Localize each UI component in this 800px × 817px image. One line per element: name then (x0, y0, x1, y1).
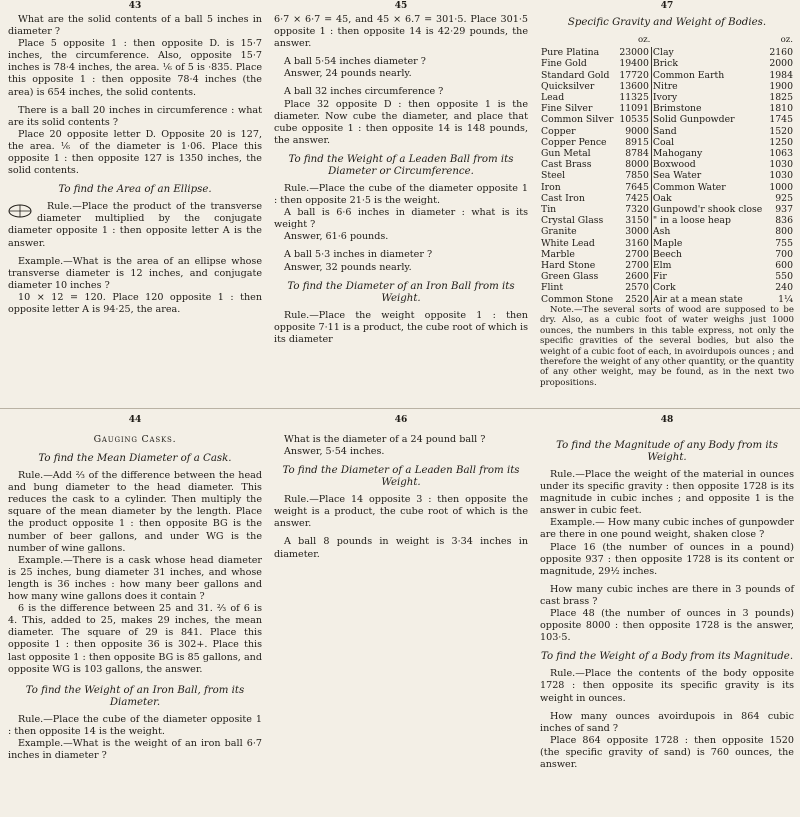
table-row (540, 148, 794, 159)
table-row (540, 294, 794, 305)
material-name: Pure Platina (541, 47, 600, 59)
material-name: Mahogany (652, 148, 703, 160)
gravity-value: 1030 (769, 159, 793, 171)
material-name: Ivory (652, 92, 678, 104)
page-number: 47 (660, 1, 674, 11)
material-name: Gun Metal (541, 148, 591, 160)
material-name: Sand (652, 125, 677, 137)
gravity-value: 1030 (769, 170, 793, 182)
gravity-value: 7645 (617, 182, 651, 193)
answer-text: Place 20 opposite letter D. Opposite 20 is 127, the area. ⅙ of the diameter is 1·06. Place this opposite 1 : then opposite 127 is 1350 inches, the solid contents. (8, 128, 262, 177)
material-name: Nitre (652, 80, 678, 92)
continued-text: 6·7 × 6·7 = 45, and 45 × 6.7 = 301·5. Place 301·5 opposite 1 : then opposite 14 is 42·29 pounds, the answer. (274, 14, 528, 50)
material-name: Cork (652, 282, 676, 294)
table-row (540, 226, 794, 237)
material-name: Fir (652, 271, 667, 283)
gravity-value: 925 (775, 192, 793, 204)
table-row (540, 70, 794, 81)
answer-text: 10 × 12 = 120. Place 120 opposite 1 : then opposite letter A is 94·25, the area. (8, 291, 262, 315)
material-name: Oak (652, 192, 672, 204)
question: A ball 5·54 inches diameter ? (284, 56, 426, 68)
answer-text: Place 864 opposite 1728 : then opposite 1520 (the specific gravity of sand) is 760 ounces, the answer. (540, 734, 794, 770)
section-title: Gauging Casks. (93, 434, 177, 445)
rule-text: Rule.—Place the contents of the body opposite 1728 : then opposite its specific gravity is its weight in ounces. (540, 668, 794, 704)
material-name: Copper Pence (541, 136, 607, 148)
gravity-value: 2000 (769, 58, 793, 70)
material-name: Standard Gold (541, 69, 610, 81)
answer-text: Place 32 opposite D : then opposite 1 is the diameter. Now cube the diameter, and place that cube opposite 1 : then opposite 14 is 148 pounds, the answer. (274, 98, 528, 146)
gravity-value: 7425 (617, 193, 651, 204)
page-number: 48 (660, 415, 674, 425)
table-note: Note.—The several sorts of wood are supposed to be dry. Also, as a cubic foot of water weighs just 1000 ounces, the numbers in this table express, not only the specific gravities of the several bodies, but also the weight of a cubic foot of each, in avoirdupois ounces ; and therefore the weight of any other quantity, or the quantity of any other weight, may be found, as in the next two propositions. (540, 304, 795, 388)
question: A ball is 6·6 inches in diameter : what is its weight ? (274, 207, 528, 231)
material-name: Elm (652, 260, 672, 272)
gravity-value: 1520 (769, 125, 793, 137)
table-row (540, 92, 794, 103)
question: A ball 5·3 inches in diameter ? (284, 249, 433, 261)
table-row (540, 114, 794, 125)
material-name: Air at a mean state (652, 293, 743, 305)
gravity-value: 1745 (769, 114, 793, 126)
material-name: Ash (652, 226, 671, 238)
material-name: Fine Silver (541, 103, 593, 115)
page-47 (540, 0, 794, 388)
rule-text: Rule.—Place the weight opposite 1 : then opposite 7·11 is a product, the cube root of which is its diameter (274, 309, 528, 345)
answer-text: 6 is the difference between 25 and 31. ⅔ of 6 is 4. This, added to 25, makes 29 inches, the mean diameter. The square of 29 is 841. Place this opposite 1 : then opposite 36 is 302+. Place this last opposite 1 : then opposite BG is 85 gallons, and opposite WG is 103 gallons, the answer. (8, 603, 262, 675)
gravity-value: 600 (775, 260, 793, 272)
table-row (540, 58, 794, 69)
table-row (540, 204, 794, 215)
material-name: Beech (652, 248, 682, 260)
gravity-value: 8784 (617, 148, 651, 159)
page-48 (540, 414, 794, 771)
gravity-value: 7850 (617, 170, 651, 181)
table-row (540, 182, 794, 193)
rule-text: Rule.—Place the product of the transverse diameter multiplied by the conjugate diameter opposite 1 : then opposite letter A is the answer. (8, 201, 262, 249)
gravity-value: 1250 (769, 136, 793, 148)
gravity-value: 1900 (769, 80, 793, 92)
material-name: Boxwood (652, 159, 696, 171)
page-row-divider (0, 408, 800, 409)
gravity-value: 1984 (769, 69, 793, 81)
gravity-value: 8915 (617, 137, 651, 148)
gravity-value: 13600 (617, 81, 651, 92)
material-name: Flint (541, 282, 564, 294)
table-row (540, 81, 794, 92)
question: How many cubic inches are there in 3 pounds of cast brass ? (540, 583, 794, 607)
answer-text: Answer, 32 pounds nearly. (284, 261, 412, 273)
page-number: 45 (394, 1, 408, 11)
table-row (540, 282, 794, 293)
gravity-value: 11325 (617, 92, 651, 103)
material-name: Sea Water (652, 170, 702, 182)
material-name: Copper (541, 125, 576, 137)
answer-text: Place 5 opposite 1 : then opposite D. is 15·7 inches, the circumference. Also, opposite 15·7 inches is 78·4 inches, the area. ⅙ of 5 is ·835. Place this opposite 1 : then opposite 78·4 inches (the area) is 654 inches, the solid contents. (8, 38, 262, 98)
page-44 (8, 414, 262, 762)
section-heading: To find the Diameter of a Leaden Ball from its Weight. (282, 465, 520, 489)
page-45 (274, 0, 528, 346)
rule-text: Rule.—Place the weight of the material in ounces under its specific gravity : then opposite 1728 is its magnitude in cubic inches ; and opposite 1 is the answer in cubic feet. (540, 469, 794, 517)
material-name: Common Earth (652, 69, 725, 81)
question: What is the diameter of a 24 pound ball ? (284, 434, 486, 445)
material-name: Hard Stone (541, 260, 596, 272)
gravity-value: 7320 (617, 204, 651, 215)
gravity-value: 11091 (617, 103, 651, 114)
unit-label: oz. (637, 35, 651, 45)
unit-label: oz. (780, 35, 793, 45)
answer-text: Answer, 5·54 inches. (284, 446, 385, 458)
gravity-value: 9000 (617, 126, 651, 137)
answer-text: Place 48 (the number of ounces in 3 pounds) opposite 8000 : then opposite 1728 is the answer, 103·5. (540, 608, 794, 644)
table-row (540, 271, 794, 282)
gravity-value: 23000 (617, 47, 651, 58)
section-heading: To find the Mean Diameter of a Cask. (38, 453, 232, 465)
page-43 (8, 0, 262, 316)
material-name: Crystal Glass (541, 215, 604, 227)
section-heading: To find the Area of an Ellipse. (58, 184, 212, 196)
page-number: 44 (128, 415, 142, 425)
table-title: Specific Gravity and Weight of Bodies. (567, 17, 767, 28)
material-name: Fine Gold (541, 58, 587, 70)
gravity-value: 2160 (769, 47, 793, 59)
rule-text: Rule.—Place 14 opposite 3 : then opposite the weight is a product, the cube root of which is the answer. (274, 494, 528, 530)
rule-text: Rule.—Place the cube of the diameter opposite 1 : then opposite 21·5 is the weight. (274, 182, 528, 207)
gravity-value: 10535 (617, 114, 651, 125)
gravity-value: 1825 (769, 92, 793, 104)
gravity-value: 2700 (617, 249, 651, 260)
material-name: Lead (541, 92, 565, 104)
material-name: Common Silver (541, 114, 614, 126)
section-heading: To find the Weight of a Leaden Ball from its Diameter or Circumference. (288, 153, 514, 177)
example-text: Example.—What is the weight of an iron ball 6·7 inches in diameter ? (8, 737, 262, 761)
material-name: Brimstone (652, 103, 702, 115)
gravity-value: 800 (775, 226, 793, 238)
gravity-value: 755 (775, 237, 793, 249)
gravity-value: 240 (775, 282, 793, 294)
table-row (540, 215, 794, 226)
material-name: Gunpowd'r shook close (652, 204, 763, 216)
answer-text: Place 16 (the number of ounces in a pound) opposite 937 : then opposite 1728 is its content or magnitude, 29½ inches. (540, 541, 794, 577)
gravity-value: 3000 (617, 226, 651, 237)
table-row (540, 47, 794, 58)
gravity-value: 1810 (769, 103, 793, 115)
table-row (540, 159, 794, 170)
gravity-value: 3160 (617, 238, 651, 249)
gravity-value: 2520 (617, 294, 651, 305)
section-heading: To find the Weight of an Iron Ball, from its Diameter. (25, 684, 245, 708)
material-name: White Lead (541, 237, 595, 249)
question: A ball 8 pounds in weight is 3·34 inches in diameter. (274, 536, 528, 560)
gravity-value: 19400 (617, 58, 651, 69)
gravity-value: 3150 (617, 215, 651, 226)
gravity-value: 8000 (617, 159, 651, 170)
example-text: Example.—What is the area of an ellipse whose transverse diameter is 12 inches, and conjugate diameter 10 inches ? (8, 255, 262, 291)
gravity-value: 17720 (617, 70, 651, 81)
table-row (540, 249, 794, 260)
gravity-value: 700 (775, 248, 793, 260)
material-name: Common Water (652, 181, 726, 193)
question: A ball 32 inches circumference ? (284, 86, 444, 98)
gravity-value: 2570 (617, 282, 651, 293)
page-46 (274, 414, 528, 561)
gravity-value: 937 (775, 204, 793, 216)
answer-text: Answer, 61·6 pounds. (284, 231, 389, 243)
specific-gravity-table (540, 34, 794, 305)
gravity-value: 836 (775, 215, 793, 227)
table-row (540, 170, 794, 181)
ellipse-figure-icon (8, 204, 32, 218)
question: What are the solid contents of a ball 5 inches in diameter ? (8, 14, 262, 38)
example-text: Example.—There is a cask whose head diameter is 25 inches, bung diameter 31 inches, and whose length is 36 inches : how many beer gallons and how many wine gallons does it contain ? (8, 554, 262, 603)
gravity-value: 1¼ (778, 293, 793, 305)
page-number: 46 (394, 415, 408, 425)
section-heading: To find the Magnitude of any Body from its Weight. (556, 440, 778, 463)
rule-text: Rule.—Place the cube of the diameter opposite 1 : then opposite 14 is the weight. (8, 713, 262, 737)
gravity-value: 1063 (769, 148, 793, 160)
gravity-value: 550 (775, 271, 793, 283)
material-name: Quicksilver (541, 80, 595, 92)
gravity-value: 2600 (617, 271, 651, 282)
material-name: Iron (541, 181, 561, 193)
material-name: Steel (541, 170, 566, 182)
section-heading: To find the Diameter of an Iron Ball from its Weight. (287, 280, 515, 304)
material-name: Common Stone (541, 293, 614, 305)
material-name: Granite (541, 226, 577, 238)
question: There is a ball 20 inches in circumference : what are its solid contents ? (8, 104, 262, 128)
gravity-value: 1000 (769, 181, 793, 193)
material-name: Green Glass (541, 271, 599, 283)
material-name: Maple (652, 237, 683, 249)
material-name: Tin (541, 204, 557, 216)
question: How many ounces avoirdupois in 864 cubic inches of sand ? (540, 710, 794, 734)
material-name: Coal (652, 136, 675, 148)
example-text: Example.— How many cubic inches of gunpowder are there in one pound weight, shaken close ? (540, 517, 794, 541)
material-name: " in a loose heap (652, 215, 731, 227)
table-row (540, 126, 794, 137)
material-name: Solid Gunpowder (652, 114, 735, 126)
table-row (540, 137, 794, 148)
page-number: 43 (128, 1, 142, 11)
table-row (540, 103, 794, 114)
material-name: Clay (652, 47, 674, 59)
material-name: Cast Brass (541, 159, 592, 171)
table-row (540, 260, 794, 271)
table-row (540, 238, 794, 249)
material-name: Brick (652, 58, 678, 70)
answer-text: Answer, 24 pounds nearly. (284, 68, 412, 80)
material-name: Marble (541, 248, 575, 260)
section-heading: To find the Weight of a Body from its Magnitude. (540, 651, 794, 663)
gravity-value: 2700 (617, 260, 651, 271)
table-row (540, 193, 794, 204)
rule-text: Rule.—Add ⅔ of the difference between the head and bung diameter to the head diameter. This reduces the cask to a cylinder. Then multiply the square of the mean diameter by the length. Place the product opposite 1 : then opposite BG is the number of beer gallons, and under WG is the number of wine gallons. (8, 470, 262, 554)
material-name: Cast Iron (541, 192, 585, 204)
